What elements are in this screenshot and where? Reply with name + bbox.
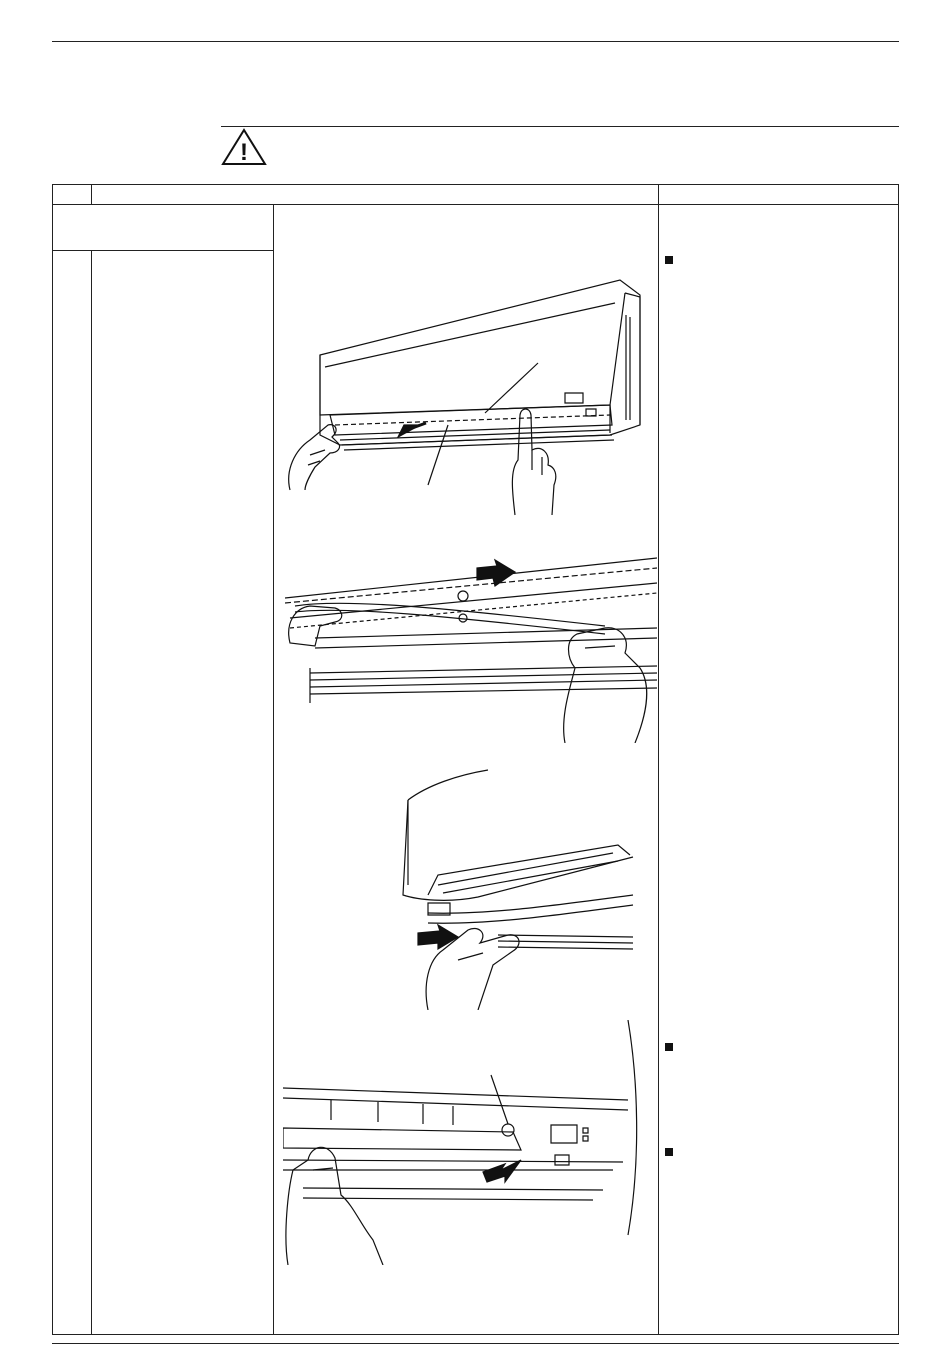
remark-bullet-1	[665, 256, 673, 264]
table-step-number-divider	[91, 250, 92, 1334]
table-top-border	[52, 184, 899, 185]
caution-triangle-icon	[221, 128, 267, 171]
table-procedure-divider	[273, 204, 274, 1334]
hand-pulling-flap-side-icon	[398, 765, 638, 1010]
table-left-border	[52, 184, 53, 1334]
table-step-title-bottom	[52, 250, 273, 251]
table-remarks-divider	[658, 184, 659, 1334]
table-step-number-divider-header	[91, 184, 92, 204]
section-rule	[221, 126, 899, 127]
footer-rule	[52, 1343, 899, 1344]
remark-bullet-3	[665, 1148, 673, 1156]
table-bottom-border	[52, 1334, 899, 1335]
header-rule	[52, 41, 899, 42]
table-right-border	[898, 184, 899, 1334]
hands-pulling-flap-icon	[285, 528, 657, 743]
warning-symbol: !	[240, 139, 248, 166]
table-header-bottom	[52, 204, 899, 205]
flap-removal-icon	[283, 1020, 645, 1265]
air-conditioner-unit-icon	[280, 275, 650, 520]
remark-bullet-2	[665, 1043, 673, 1051]
